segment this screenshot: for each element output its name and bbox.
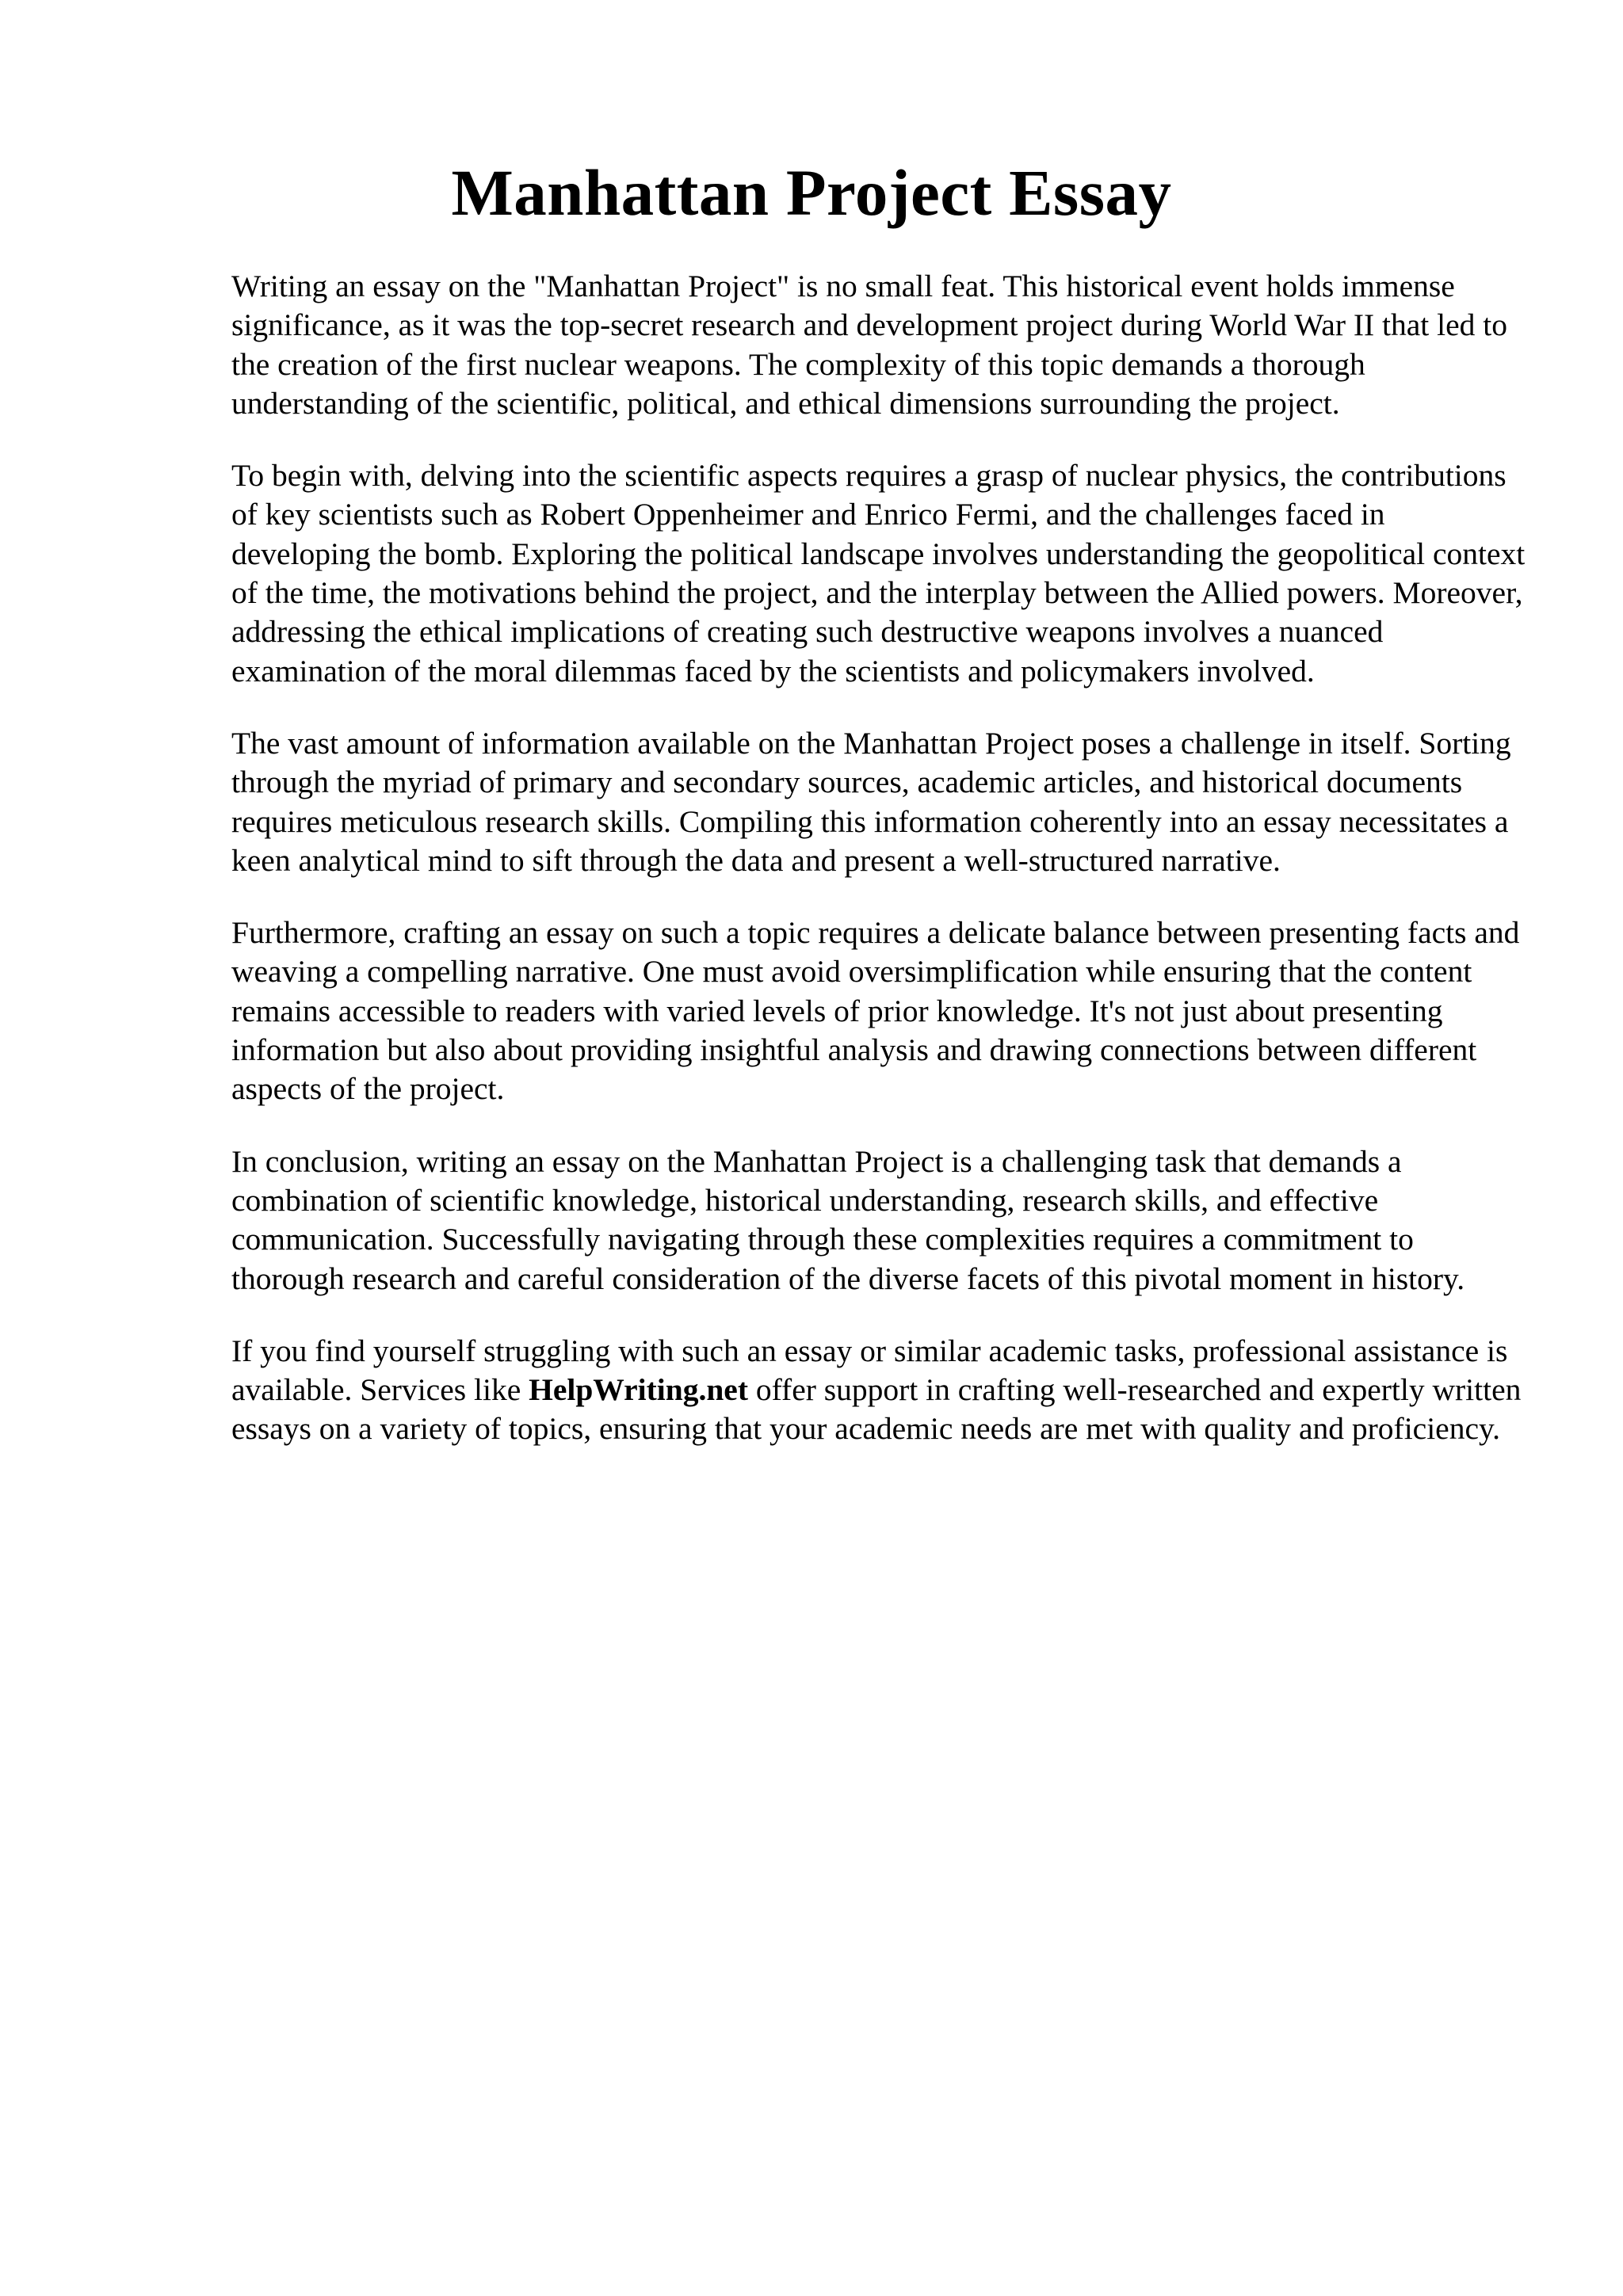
closing-paragraph	[231, 1332, 1531, 1449]
brand-name: HelpWriting.net	[529, 1372, 748, 1408]
paragraph-1: Writing an essay on the "Manhattan Project" is no small feat. This historical event holds immense significance, as it was the top-secret research and development project during World War II that led to the creation of the first nuclear weapons. The complexity of this topic demands a thorough understanding of the scientific, political, and ethical dimensions surrounding the project.	[231, 269, 1508, 421]
paragraph-5: In conclusion, writing an essay on the Manhattan Project is a challenging task that demands a combination of scientific knowledge, historical understanding, research skills, and effective communication. Successfully navigating through these complexities requires a commitment to thorough research and careful consideration of the diverse facets of this pivotal moment in history.	[231, 1143, 1465, 1296]
paragraph-2: To begin with, delving into the scientific aspects requires a grasp of nuclear physics, the contributions of key scientists such as Robert Oppenheimer and Enrico Fermi, and the challenges faced in developing the bomb. Exploring the political landscape involves understanding the geopolitical context of the time, the motivations behind the project, and the interplay between the Allied powers. Moreover, addressing the ethical implications of creating such destructive weapons involves a nuanced examination of the moral dilemmas faced by the scientists and policymakers involved.	[231, 458, 1526, 688]
closing-text-before: If you find yourself struggling with such an essay or similar academic tasks, professional assistance is available. Services like	[231, 1333, 1508, 1408]
page-title: Manhattan Project Essay	[451, 156, 1172, 229]
paragraph-3: The vast amount of information available on the Manhattan Project poses a challenge in itself. Sorting through the myriad of primary and secondary sources, academic articles, and historical documents requires meticulous research skills. Compiling this information coherently into an essay necessitates a keen analytical mind to sift through the data and present a well-structured narrative.	[231, 725, 1511, 878]
paragraph-4: Furthermore, crafting an essay on such a topic requires a delicate balance between presenting facts and weaving a compelling narrative. One must avoid oversimplification while ensuring that the content remains accessible to readers with varied levels of prior knowledge. It's not just about presenting information but also about providing insightful analysis and drawing connections between different aspects of the project.	[231, 915, 1520, 1107]
closing-text-after: offer support in crafting well-researched and expertly written essays on a variety of topics, ensuring that your academic needs are met with quality and proficiency.	[231, 1372, 1522, 1447]
essay-body	[231, 267, 1531, 1482]
